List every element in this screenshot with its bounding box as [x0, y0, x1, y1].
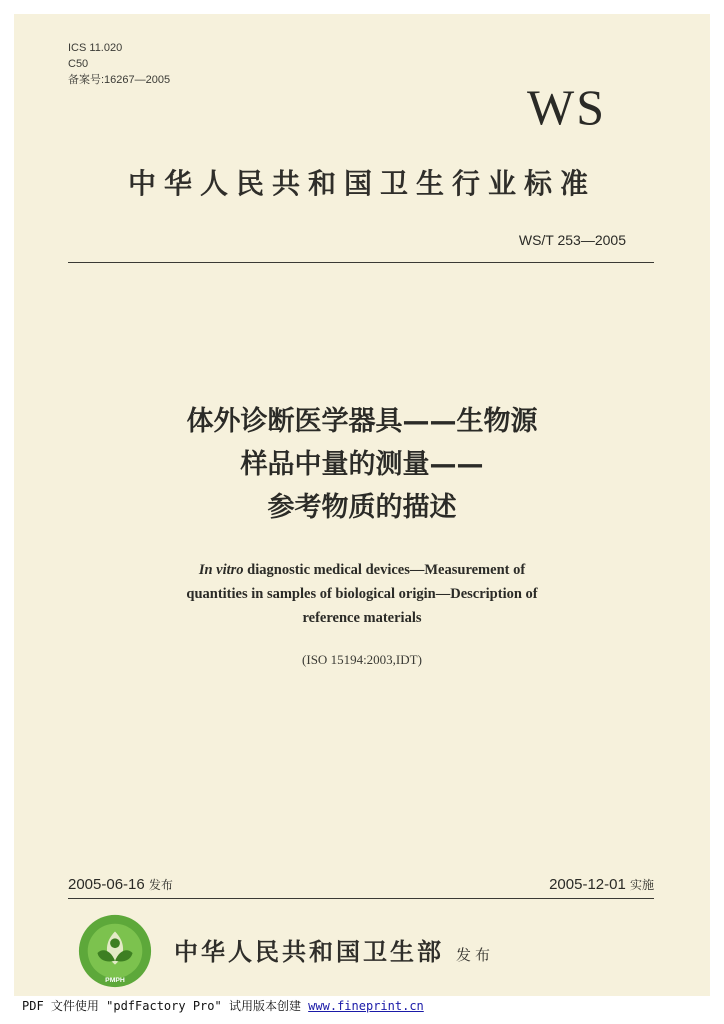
ics-code: ICS 11.020 — [68, 42, 123, 54]
standard-code: WS/T 253—2005 — [518, 232, 626, 248]
english-title-line: quantities in samples of biological origin—Description of — [186, 586, 538, 602]
english-title-line1-rest: diagnostic medical devices—Measurement of — [243, 562, 526, 578]
filing-number: 备案号:16267—2005 — [68, 74, 171, 86]
english-title — [14, 558, 710, 630]
implementation-date: 2005-12-01 — [549, 876, 626, 893]
standard-title: 中华人民共和国卫生行业标准 — [127, 167, 596, 200]
implementation-label: 实施 — [629, 878, 654, 892]
english-title-italic: In vitro — [198, 562, 244, 578]
top-divider — [68, 262, 654, 263]
issue-date-group — [68, 876, 173, 893]
publisher-action: 发布 — [456, 946, 495, 964]
chinese-title — [14, 400, 710, 529]
pdf-footer — [22, 997, 424, 1014]
chinese-title-line: 参考物质的描述 — [267, 492, 457, 523]
ws-logo: WS — [527, 79, 606, 135]
fineprint-link[interactable]: www.fineprint.cn — [308, 999, 424, 1013]
footer-text: PDF 文件使用 "pdfFactory Pro" 试用版本创建 — [22, 999, 309, 1013]
english-title-line — [14, 558, 710, 582]
iso-reference: (ISO 15194:2003,IDT) — [302, 652, 422, 667]
chinese-title-line: 体外诊断医学器具——生物源 — [186, 406, 538, 437]
chinese-title-line: 样品中量的测量—— — [240, 449, 484, 480]
issue-label: 发布 — [148, 878, 173, 892]
publisher-name: 中华人民共和国卫生部 — [174, 937, 444, 966]
document-page — [14, 14, 710, 996]
publisher — [174, 932, 494, 967]
document-metadata — [68, 40, 170, 88]
emblem-text: PMPH — [105, 977, 125, 985]
issue-date: 2005-06-16 — [68, 876, 145, 893]
implementation-date-group — [549, 876, 654, 893]
pmph-emblem-icon — [76, 912, 154, 990]
english-title-line: reference materials — [302, 610, 422, 626]
classification-code: C50 — [68, 58, 89, 70]
bottom-divider — [68, 898, 654, 899]
